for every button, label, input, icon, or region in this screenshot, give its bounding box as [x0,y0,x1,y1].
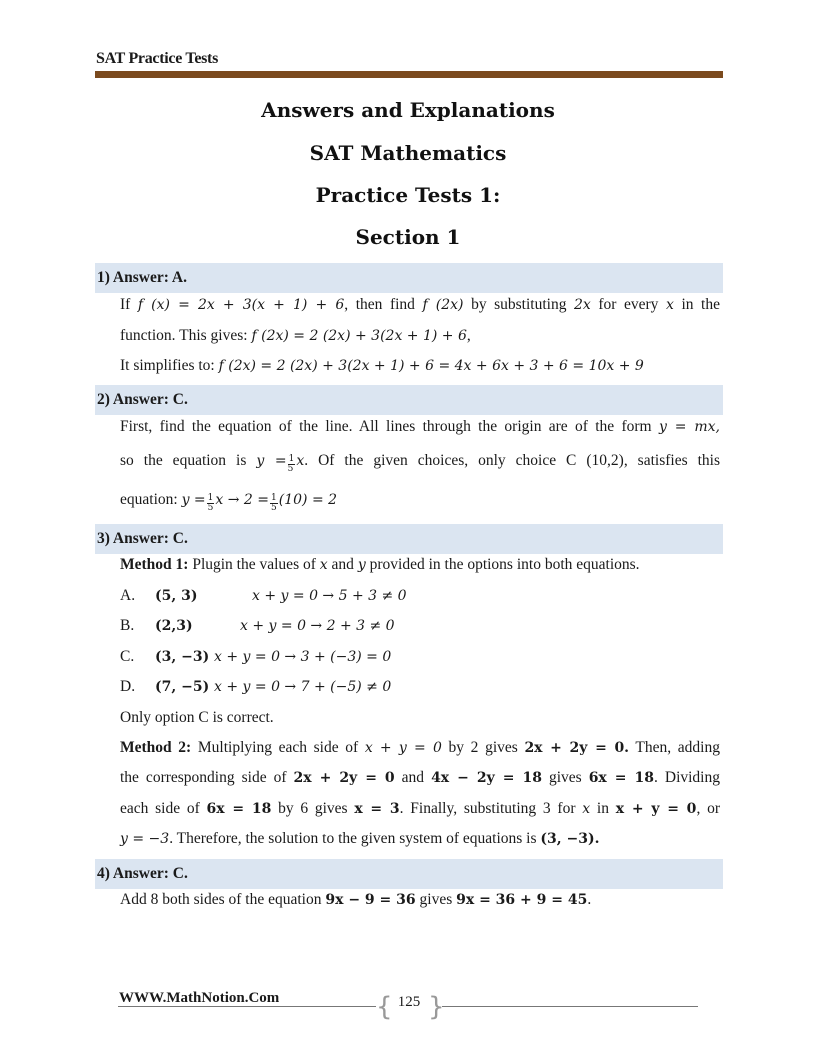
right-brace-icon: } [428,992,445,1022]
page-number: 125 [397,994,421,1010]
option-b: B. [120,617,135,634]
page-title-2: SAT Mathematics [309,141,507,165]
q1-line-1: If f (x) = 2x + 3(x + 1) + 6, then find f (2x) by substituting 2x for every x in the [120,296,720,313]
q1-line-2: function. This gives: f (2x) = 2 (2x) + 3(2x + 1) + 6, [120,327,471,344]
option-c: C. [120,648,135,665]
option-a: A. [120,587,136,604]
page-title-3: Practice Tests 1: [315,183,501,207]
q3-method-2-line-1: Method 2: Multiplying each side of x + y = 0 by 2 gives 2x + 2y = 0. Then, adding [120,739,720,756]
header-rule [95,71,723,78]
footer-rule-left [118,1006,376,1007]
q3-method-2-line-2: the corresponding side of 2x + 2y = 0 and 4x − 2y = 18 gives 6x = 18. Dividing [120,769,720,786]
option-c-equation: x + y = 0 → 3 + (−3) = 0 [214,649,392,665]
option-a-equation: x + y = 0 → 5 + 3 ≠ 0 [252,588,407,604]
option-b-equation: x + y = 0 → 2 + 3 ≠ 0 [240,618,395,634]
only-option-c-text: Only option C is correct. [120,709,274,726]
option-d-equation: x + y = 0 → 7 + (−5) ≠ 0 [214,679,392,695]
left-brace-icon: { [376,992,393,1022]
running-header-title: SAT Practice Tests [96,50,218,67]
footer-rule-right [442,1006,698,1007]
option-d-point: (7, −5) [155,679,210,695]
answer-4-band [95,859,723,889]
q1-line-3: It simplifies to: f (2x) = 2 (2x) + 3(2x + 1) + 6 = 4x + 6x + 3 + 6 = 10x + 9 [120,357,644,374]
page-title-4: Section 1 [355,225,461,249]
fraction: $\frac{1}{5}$ [287,454,295,474]
answer-label: 4) Answer: C. [97,865,188,882]
q3-method-2-line-3: each side of 6x = 18 by 6 gives x = 3. Finally, substituting 3 for x in x + y = 0, or [120,800,720,817]
answer-label: 3) Answer: C. [97,530,188,547]
answer-3-band [95,524,723,554]
answer-label: 1) Answer: A. [97,269,187,286]
answer-label: 2) Answer: C. [97,391,188,408]
answer-2-band [95,385,723,415]
option-a-point: (5, 3) [155,588,198,604]
q4-line-1: Add 8 both sides of the equation 9x − 9 = 36 gives 9x = 36 + 9 = 45. [120,891,592,908]
page-title-1: Answers and Explanations [261,98,555,122]
option-d: D. [120,678,136,695]
fraction: $\frac{1}{5}$ [207,493,214,513]
q2-line-3: equation: y = $\frac{1}{5}$ x → 2 = $\frac{1}{5}$ (10) = 2 [120,491,338,513]
fraction: $\frac{1}{5}$ [271,493,277,513]
option-c-point: (3, −3) [155,649,210,665]
footer-website: WWW.MathNotion.Com [119,990,280,1006]
option-b-point: (2,3) [155,618,193,634]
q3-method-2-line-4: y = −3. Therefore, the solution to the given system of equations is (3, −3). [120,830,600,847]
answer-1-band [95,263,723,293]
q2-line-2: so the equation is y = $\frac{1}{5}$ x. Of the given choices, only choice C (10,2), satisfies this [120,452,721,474]
q2-line-1: First, find the equation of the line. All lines through the origin are of the form y = mx, [120,418,720,435]
q3-method-1: Method 1: Plugin the values of x and y provided in the options into both equations. [120,556,640,573]
